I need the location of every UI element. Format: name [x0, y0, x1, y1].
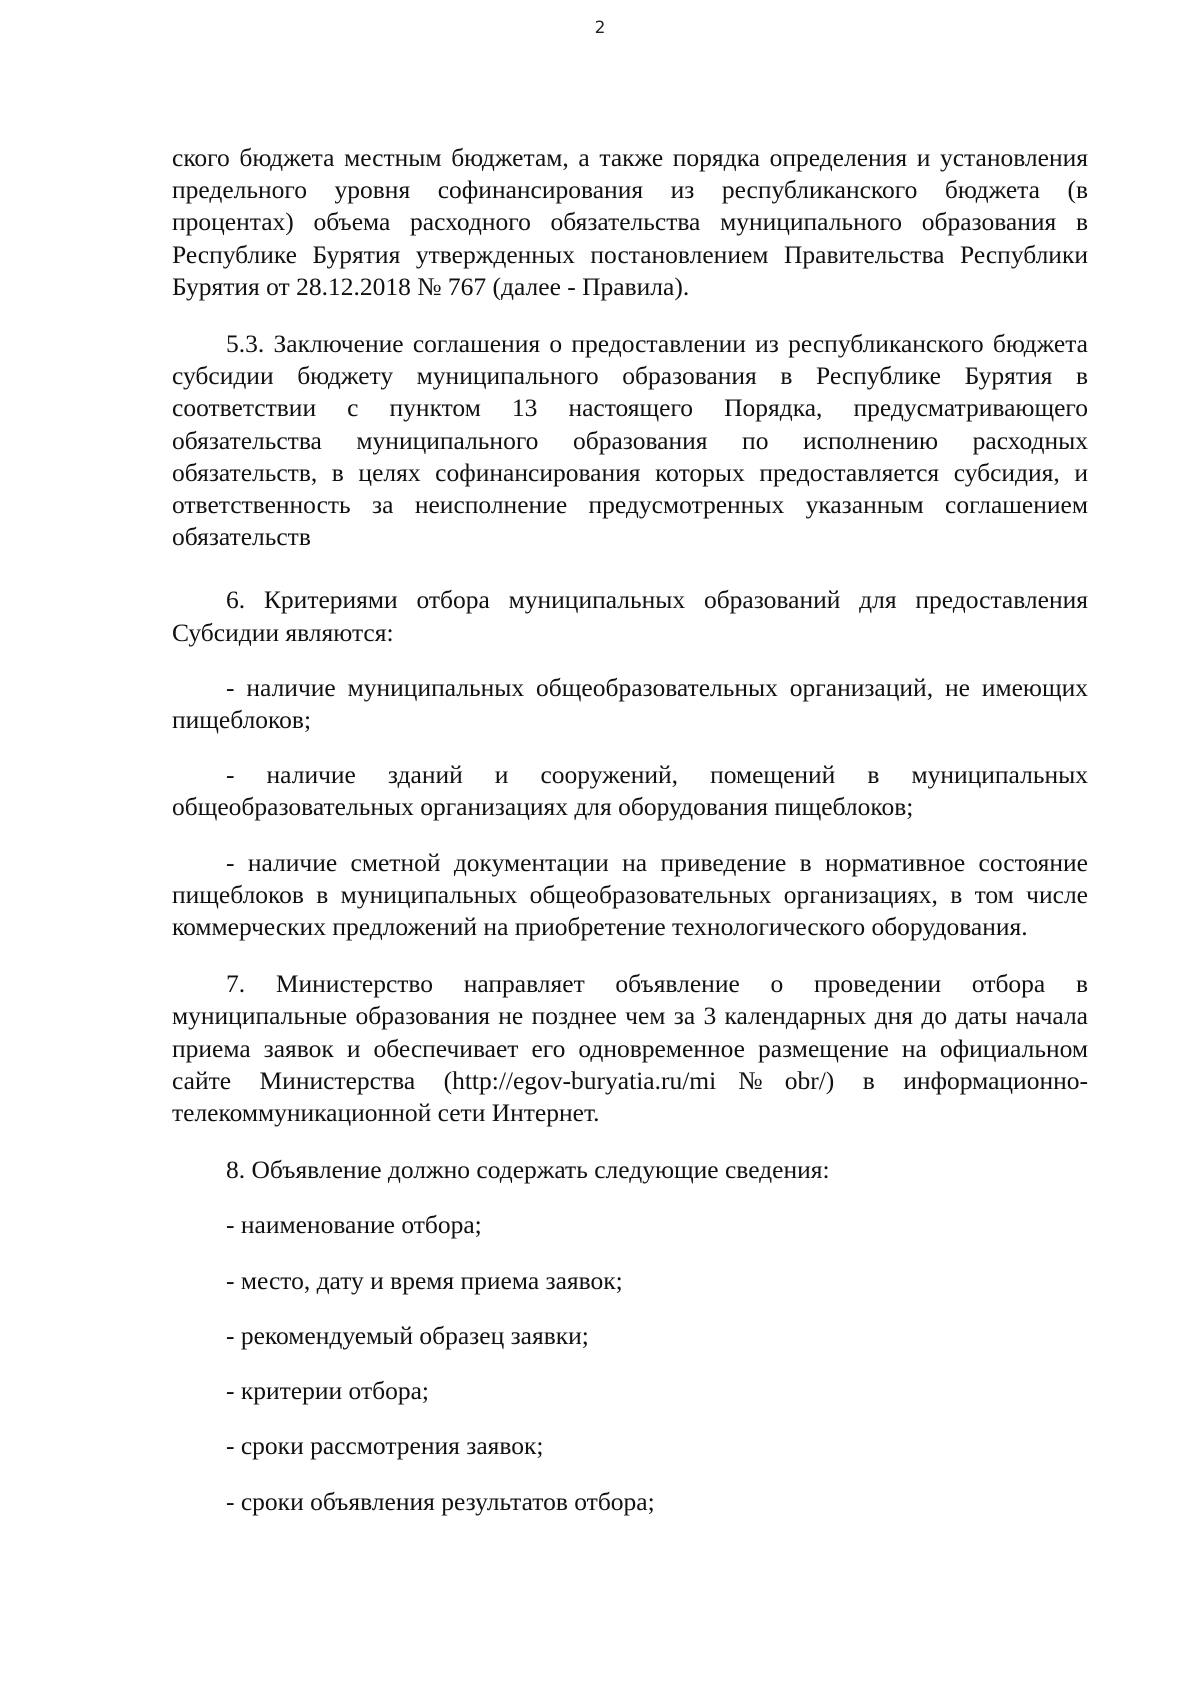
- paragraph-7: 7. Министерство направляет объявление о проведении отбора в муниципальные образования не позднее чем за 3 календарных дня до даты начала приема заявок и обеспечивает его одновременное размещение на официальном сайте Министерства (http://egov-buryatia.ru/mi№obr/) в информационно-телекоммуникационной сети Интернет.: [172, 969, 1088, 1128]
- paragraph-8: 8. Объявление должно содержать следующие сведения:: [226, 1155, 830, 1185]
- paragraph-6: 6. Критериями отбора муниципальных образований для предоставления Субсидии являются:: [172, 585, 1088, 647]
- paragraph-5-3: 5.3. Заключение соглашения о предоставлении из республиканского бюджета субсидии бюджету муниципального образования в Республике Бурятия в соответствии с пунктом 13 настоящего Порядка, предусматривающего обязательства муниципального образования по исполнению расходных обязательств, в целях софинансирования которых предоставляется субсидия, и ответственность за неисполнение предусмотренных указанным соглашением обязательств: [172, 329, 1088, 552]
- criterion-buildings: - наличие зданий и сооружений, помещений в муниципальных общеобразовательных организациях для оборудования пищеблоков;: [172, 760, 1088, 822]
- list-item: - наименование отбора;: [226, 1210, 482, 1240]
- criterion-estimate-docs: - наличие сметной документации на приведение в нормативное состояние пищеблоков в муниципальных общеобразовательных организациях, в том числе коммерческих предложений на приобретение технологического оборудования.: [172, 847, 1088, 942]
- page-number: 2: [594, 18, 606, 38]
- list-item: - рекомендуемый образец заявки;: [226, 1320, 589, 1350]
- paragraph-continuation: ского бюджета местным бюджетам, а также порядка определения и установления предельного уровня софинансирования из республиканского бюджета (в процентах) объема расходного обязательства муниципального образования в Республике Бурятия утвержденных постановлением Правительства Республики Бурятия от 28.12.2018 № 767 (далее - Правила).: [172, 143, 1088, 301]
- list-item: - место, дату и время приема заявок;: [226, 1265, 623, 1295]
- list-item: - сроки объявления результатов отбора;: [226, 1486, 655, 1516]
- list-item: - критерии отбора;: [226, 1376, 429, 1406]
- list-item: - сроки рассмотрения заявок;: [226, 1431, 544, 1461]
- criterion-no-kitchens: - наличие муниципальных общеобразовательных организаций, не имеющих пищеблоков;: [172, 672, 1088, 735]
- document-body: [172, 142, 1088, 1518]
